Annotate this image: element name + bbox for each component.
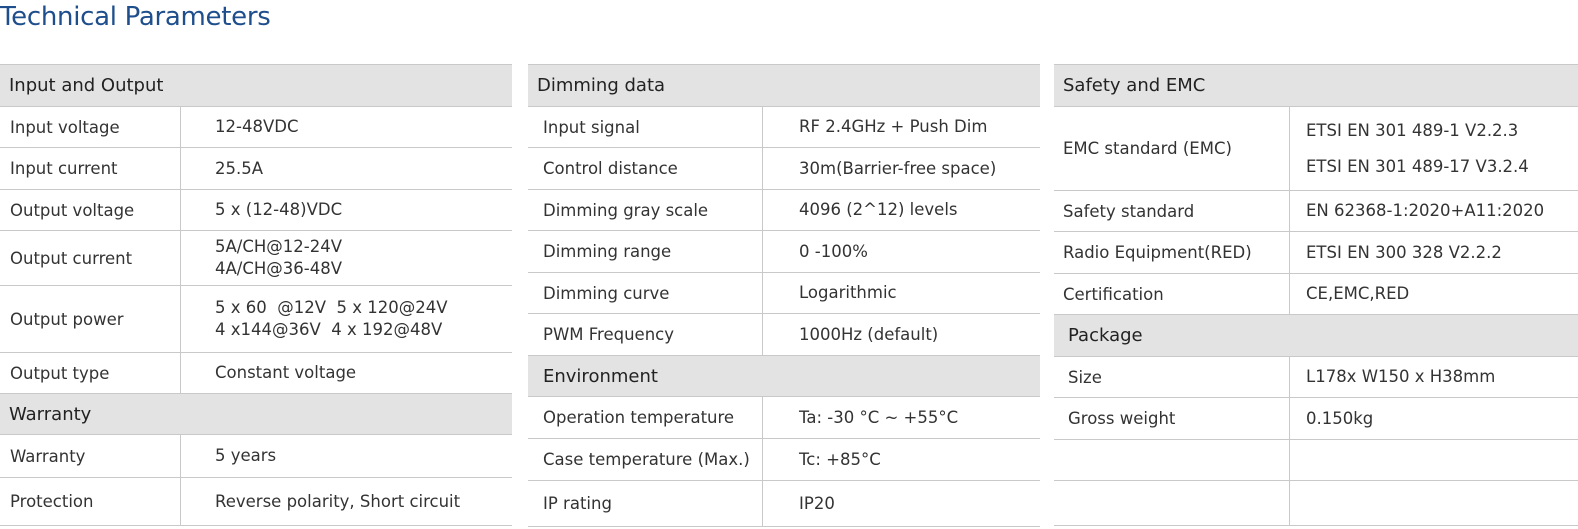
empty-cell	[1289, 440, 1578, 480]
spec-row-dimming-curve	[528, 273, 1040, 314]
spec-row-dimming-gray-scale	[528, 190, 1040, 231]
spec-value: RF 2.4GHz + Push Dim	[762, 107, 1040, 147]
empty-cell	[1289, 481, 1578, 525]
spec-label: Protection	[10, 492, 94, 511]
spec-label: EMC standard (EMC)	[1063, 139, 1232, 158]
spec-row-size	[1054, 357, 1578, 398]
spec-row-input-voltage	[0, 107, 512, 148]
spec-value: Tc: +85°C	[762, 439, 1040, 480]
spec-value: Logarithmic	[762, 273, 1040, 313]
spec-row-input-current	[0, 148, 512, 190]
safety-panel	[1054, 64, 1578, 526]
spec-row-output-type	[0, 353, 512, 394]
spec-label: Output current	[10, 248, 133, 268]
spec-label: Dimming curve	[543, 283, 670, 303]
spec-value: Ta: -30 °C ~ +55°C	[762, 397, 1040, 438]
page-title: Technical Parameters	[0, 2, 271, 32]
spec-value: 25.5A	[180, 148, 512, 189]
spec-value: 4096 (2^12) levels	[762, 190, 1040, 230]
spec-row-output-voltage	[0, 190, 512, 231]
spec-row-pwm-frequency	[528, 314, 1040, 356]
spec-label: Dimming gray scale	[543, 200, 709, 220]
spec-row-emc-standard	[1054, 107, 1578, 191]
spec-value: 12-48VDC	[180, 107, 512, 147]
spec-value: L178x W150 x H38mm	[1289, 357, 1578, 397]
warranty-heading: Warranty	[0, 394, 512, 435]
spec-label: Input signal	[543, 117, 640, 137]
spec-value: 0 -100%	[762, 231, 1040, 272]
spec-label: Case temperature (Max.)	[543, 450, 750, 469]
spec-value: ETSI EN 300 328 V2.2.2	[1289, 232, 1578, 273]
dimming-panel	[528, 64, 1040, 527]
environment-heading: Environment	[528, 356, 1040, 397]
spec-row-ip-rating	[528, 481, 1040, 527]
spec-value: ETSI EN 301 489-1 V2.2.3 ETSI EN 301 489-17 V3.2.4	[1289, 107, 1578, 190]
spec-label: Operation temperature	[543, 408, 735, 427]
spec-value: 5 x (12-48)VDC	[180, 190, 512, 230]
spec-label: Radio Equipment(RED)	[1063, 243, 1252, 262]
spec-value: CE,EMC,RED	[1289, 274, 1578, 314]
empty-row	[1054, 481, 1578, 526]
spec-row-protection	[0, 478, 512, 526]
spec-row-operation-temperature	[528, 397, 1040, 439]
empty-row	[1054, 440, 1578, 481]
spec-label: Size	[1068, 367, 1102, 387]
spec-value: 1000Hz (default)	[762, 314, 1040, 355]
spec-row-control-distance	[528, 148, 1040, 190]
spec-label: Safety standard	[1063, 201, 1195, 221]
spec-row-input-signal	[528, 107, 1040, 148]
spec-value: Reverse polarity, Short circuit	[180, 478, 512, 525]
spec-label: Input voltage	[10, 117, 120, 137]
spec-row-output-power	[0, 286, 512, 353]
spec-label: Output type	[10, 363, 110, 383]
spec-label: Dimming range	[543, 242, 672, 261]
spec-row-gross-weight	[1054, 398, 1578, 440]
spec-row-certification	[1054, 274, 1578, 315]
spec-row-case-temperature	[528, 439, 1040, 481]
spec-label: IP rating	[543, 494, 612, 513]
spec-row-warranty	[0, 435, 512, 478]
spec-value: 5 x 60 @12V 5 x 120@24V 4 x144@36V 4 x 192@48V	[180, 286, 512, 352]
spec-value: 0.150kg	[1289, 398, 1578, 439]
dimming-heading: Dimming data	[528, 65, 1040, 107]
spec-label: Control distance	[543, 159, 678, 178]
spec-label: Certification	[1063, 284, 1164, 304]
spec-value: IP20	[762, 481, 1040, 526]
spec-row-dimming-range	[528, 231, 1040, 273]
spec-value: 30m(Barrier-free space)	[762, 148, 1040, 189]
spec-label: Output power	[10, 309, 124, 329]
spec-label: Warranty	[10, 446, 86, 466]
spec-label: PWM Frequency	[543, 325, 674, 344]
spec-row-output-current	[0, 231, 512, 286]
spec-row-radio-equipment	[1054, 232, 1578, 274]
spec-value: 5 years	[180, 435, 512, 477]
input-output-heading: Input and Output	[0, 65, 512, 107]
spec-label: Output voltage	[10, 200, 135, 220]
spec-value: 5A/CH@12-24V 4A/CH@36-48V	[180, 231, 512, 285]
spec-row-safety-standard	[1054, 191, 1578, 232]
spec-label: Input current	[10, 159, 118, 178]
safety-heading: Safety and EMC	[1054, 65, 1578, 107]
package-heading: Package	[1054, 315, 1578, 357]
spec-value: Constant voltage	[180, 353, 512, 393]
spec-label: Gross weight	[1068, 409, 1176, 428]
input-output-panel	[0, 64, 512, 526]
spec-value: EN 62368-1:2020+A11:2020	[1289, 191, 1578, 231]
